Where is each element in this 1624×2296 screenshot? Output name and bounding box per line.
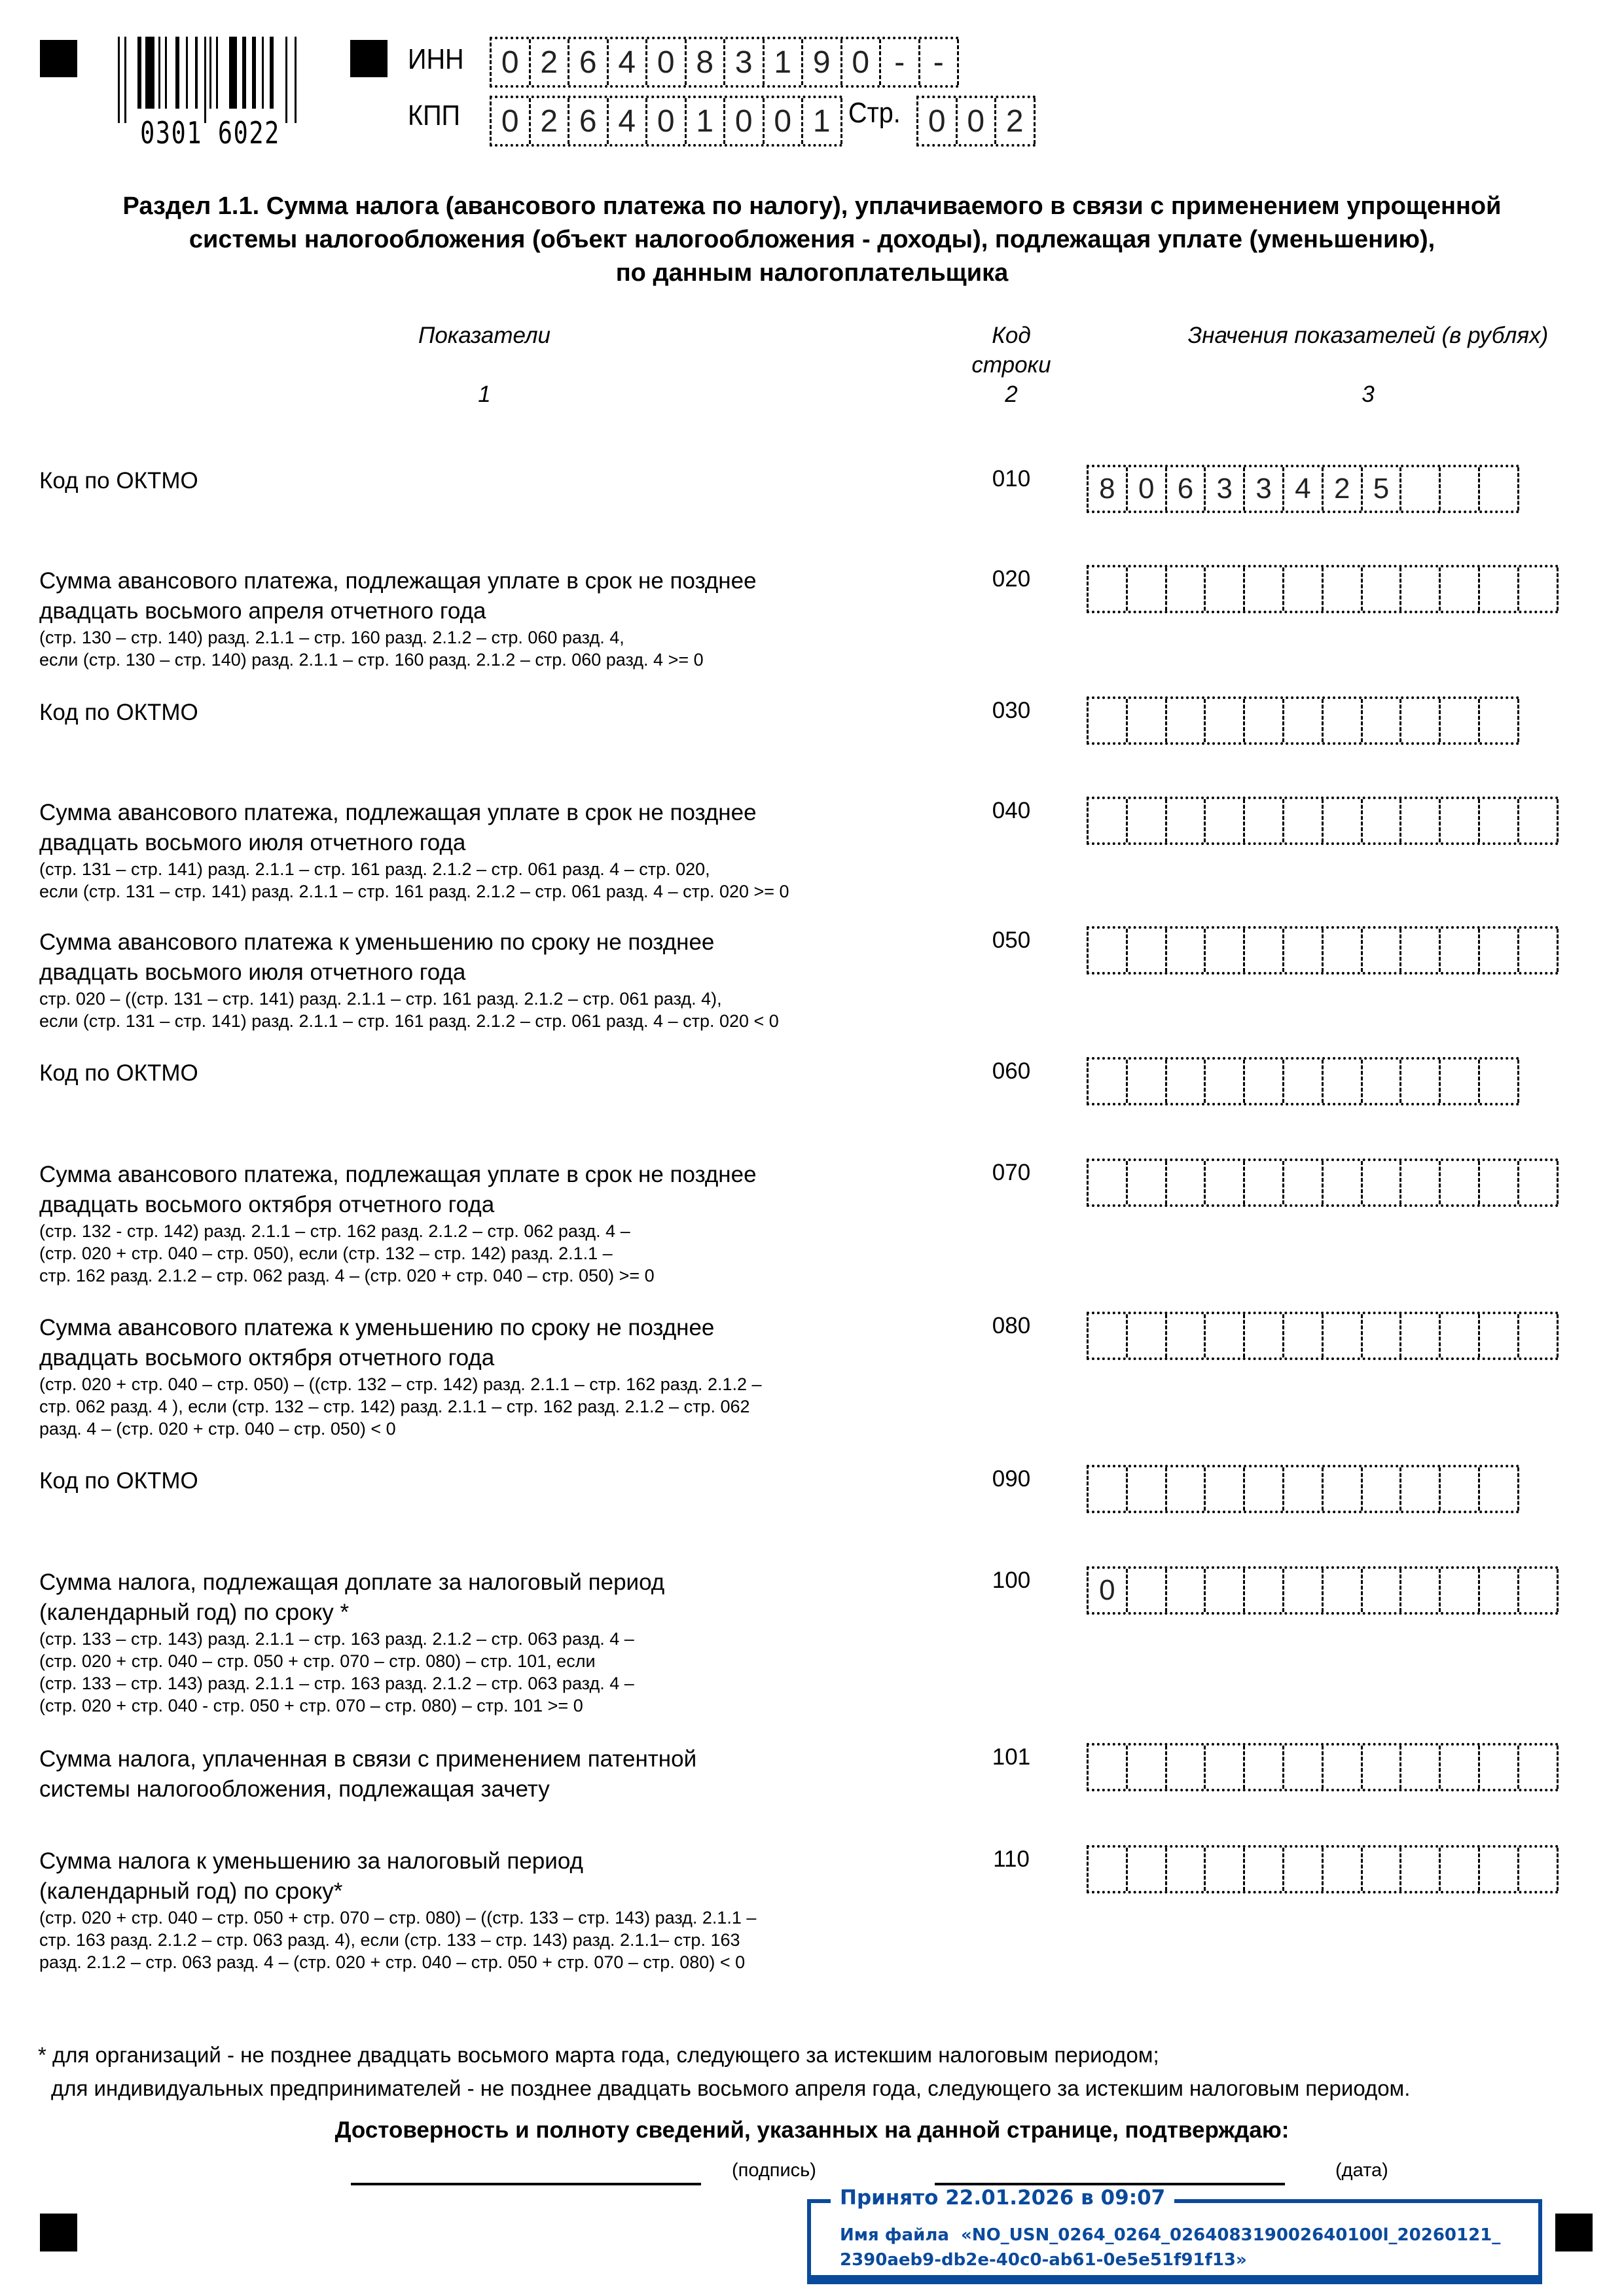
value-010-cell[interactable]: 4 — [1284, 467, 1324, 511]
value-020-cell[interactable] — [1245, 567, 1284, 611]
row-code-060: 060 — [992, 1058, 1031, 1084]
kpp-cell[interactable]: 1 — [687, 98, 726, 144]
kpp-cell[interactable]: 2 — [531, 98, 570, 144]
value-050-cell[interactable] — [1441, 929, 1480, 972]
row-label-line: Сумма налога, подлежащая доплате за налоговый период — [39, 1570, 665, 1595]
barcode-bar — [262, 37, 264, 109]
inn-cell[interactable]: - — [920, 39, 960, 85]
barcode-bar — [229, 37, 237, 109]
value-070-cell[interactable] — [1401, 1161, 1441, 1204]
column-number-2: 2 — [1005, 382, 1018, 407]
value-020-cell[interactable] — [1167, 567, 1206, 611]
value-field-040[interactable] — [1087, 797, 1559, 845]
barcode-bar — [175, 37, 179, 109]
row-label-line: Сумма авансового платежа, подлежащая уплате в срок не позднее — [39, 1162, 757, 1187]
value-020-cell[interactable] — [1284, 567, 1324, 611]
registration-marker-top-left — [40, 40, 77, 77]
value-100-cell[interactable] — [1167, 1569, 1206, 1612]
value-010-cell[interactable]: 5 — [1363, 467, 1402, 511]
kpp-field[interactable] — [490, 96, 842, 147]
value-010-cell[interactable]: 6 — [1167, 467, 1206, 511]
row-code-110: 110 — [993, 1846, 1030, 1872]
row-label-050 — [39, 927, 903, 1032]
value-field-010[interactable] — [1087, 465, 1519, 513]
value-080-cell[interactable] — [1401, 1314, 1441, 1357]
kpp-cell[interactable]: 4 — [609, 98, 648, 144]
value-080-cell[interactable] — [1245, 1314, 1284, 1357]
barcode-bar — [145, 37, 154, 109]
row-formula-line: если (стр. 131 – стр. 141) разд. 2.1.1 – стр. 161 разд. 2.1.2 – стр. 061 разд. 4 – стр. 020 >= 0 — [39, 882, 789, 901]
value-030-cell[interactable] — [1284, 699, 1324, 742]
column-header-indicators: Показатели — [418, 323, 551, 348]
value-010-cell[interactable]: 2 — [1324, 467, 1363, 511]
row-label-line: Код по ОКТМО — [39, 1060, 198, 1086]
row-formula-line: (стр. 020 + стр. 040 - стр. 050 + стр. 070 – стр. 080) – стр. 101 >= 0 — [39, 1696, 583, 1715]
barcode-bar — [270, 37, 274, 109]
value-060-cell[interactable] — [1167, 1060, 1206, 1103]
value-060-cell[interactable] — [1480, 1060, 1519, 1103]
value-100-cell[interactable] — [1441, 1569, 1480, 1612]
kpp-cell[interactable]: 1 — [803, 98, 842, 144]
value-110-cell[interactable] — [1519, 1848, 1559, 1891]
section-title-line-2: системы налогообложения (объект налогообложения - доходы), подлежащая уплате (уменьшению), — [189, 226, 1435, 253]
value-101-cell[interactable] — [1167, 1746, 1206, 1789]
column-header-code-line-1: Код — [992, 323, 1031, 348]
value-020-cell[interactable] — [1128, 567, 1167, 611]
row-formula-line: разд. 2.1.2 – стр. 063 разд. 4 – (стр. 020 + стр. 040 – стр. 050 + стр. 070 – стр. 080) < 0 — [39, 1952, 746, 1972]
inn-cell[interactable]: 3 — [725, 39, 765, 85]
barcode-bars — [118, 37, 302, 123]
value-050-cell[interactable] — [1480, 929, 1519, 972]
row-code-020: 020 — [992, 566, 1031, 592]
row-code-090: 090 — [992, 1466, 1031, 1492]
value-100-cell[interactable] — [1363, 1569, 1402, 1612]
value-060-cell[interactable] — [1245, 1060, 1284, 1103]
value-010-cell[interactable]: 3 — [1206, 467, 1245, 511]
value-101-cell[interactable] — [1401, 1746, 1441, 1789]
value-040-cell[interactable] — [1128, 799, 1167, 842]
value-010-cell[interactable]: 0 — [1128, 467, 1167, 511]
footnote-line-2: для индивидуальных предпринимателей - не позднее двадцать восьмого апреля года, следующего за истекшим налоговым периодом. — [51, 2076, 1411, 2100]
stamp-title: Принято 22.01.2026 в 09:07 — [831, 2186, 1174, 2210]
value-110-cell[interactable] — [1480, 1848, 1519, 1891]
registration-marker-top-middle — [350, 40, 388, 77]
value-110-cell[interactable] — [1363, 1848, 1402, 1891]
acceptance-stamp — [807, 2186, 1542, 2284]
value-101-cell[interactable] — [1480, 1746, 1519, 1789]
kpp-cell[interactable]: 0 — [765, 98, 804, 144]
value-020-cell[interactable] — [1324, 567, 1363, 611]
row-code-101: 101 — [992, 1744, 1031, 1770]
value-040-cell[interactable] — [1089, 799, 1128, 842]
row-formula-line: стр. 162 разд. 2.1.2 – стр. 062 разд. 4 – (стр. 020 + стр. 040 – стр. 050) >= 0 — [39, 1266, 655, 1285]
value-080-cell[interactable] — [1363, 1314, 1402, 1357]
registration-marker-bottom-left — [40, 2214, 77, 2251]
value-110-cell[interactable] — [1206, 1848, 1245, 1891]
date-label: (дата) — [1335, 2160, 1388, 2181]
value-040-cell[interactable] — [1167, 799, 1206, 842]
stamp-file-label: Имя файла — [840, 2225, 949, 2245]
column-header-code — [936, 321, 1087, 380]
row-label-070 — [39, 1160, 903, 1287]
value-080-cell[interactable] — [1480, 1314, 1519, 1357]
value-040-cell[interactable] — [1284, 799, 1324, 842]
value-050-cell[interactable] — [1284, 929, 1324, 972]
value-field-030[interactable] — [1087, 696, 1519, 745]
value-040-cell[interactable] — [1480, 799, 1519, 842]
value-field-080[interactable] — [1087, 1312, 1559, 1360]
value-050-cell[interactable] — [1324, 929, 1363, 972]
value-101-cell[interactable] — [1245, 1746, 1284, 1789]
value-060-cell[interactable] — [1128, 1060, 1167, 1103]
value-090-cell[interactable] — [1401, 1467, 1441, 1511]
inn-cell[interactable]: 8 — [687, 39, 726, 85]
value-030-cell[interactable] — [1480, 699, 1519, 742]
value-080-cell[interactable] — [1128, 1314, 1167, 1357]
value-090-cell[interactable] — [1089, 1467, 1128, 1511]
row-label-060 — [39, 1058, 903, 1088]
row-label-line: Сумма авансового платежа к уменьшению по сроку не позднее — [39, 1315, 715, 1340]
row-label-090 — [39, 1466, 903, 1496]
value-030-cell[interactable] — [1128, 699, 1167, 742]
row-formula-line: (стр. 020 + стр. 040 – стр. 050), если (стр. 132 – стр. 142) разд. 2.1.1 – — [39, 1244, 613, 1263]
barcode-bar — [195, 37, 198, 109]
row-label-line: Сумма налога к уменьшению за налоговый период — [39, 1848, 583, 1874]
value-101-cell[interactable] — [1519, 1746, 1559, 1789]
value-020-cell[interactable] — [1363, 567, 1402, 611]
value-100-cell[interactable] — [1128, 1569, 1167, 1612]
value-080-cell[interactable] — [1441, 1314, 1480, 1357]
value-020-cell[interactable] — [1089, 567, 1128, 611]
value-040-cell[interactable] — [1363, 799, 1402, 842]
section-title — [0, 190, 1624, 290]
row-formula-line: (стр. 130 – стр. 140) разд. 2.1.1 – стр. 160 разд. 2.1.2 – стр. 060 разд. 4, — [39, 628, 624, 647]
barcode-bar — [165, 37, 167, 109]
value-110-cell[interactable] — [1284, 1848, 1324, 1891]
inn-cell[interactable]: 6 — [569, 39, 609, 85]
value-110-cell[interactable] — [1324, 1848, 1363, 1891]
row-label-100 — [39, 1568, 903, 1717]
row-code-050: 050 — [992, 927, 1031, 953]
barcode-bar — [204, 37, 206, 123]
row-label-line: Код по ОКТМО — [39, 700, 198, 725]
column-header-values: Значения показателей (в рублях) — [1187, 323, 1549, 348]
row-label-080 — [39, 1313, 903, 1440]
row-label-line: двадцать восьмого апреля отчетного года — [39, 598, 486, 624]
value-030-cell[interactable] — [1089, 699, 1128, 742]
stamp-file — [840, 2223, 1521, 2272]
value-070-cell[interactable] — [1089, 1161, 1128, 1204]
value-030-cell[interactable] — [1441, 699, 1480, 742]
value-030-cell[interactable] — [1206, 699, 1245, 742]
value-060-cell[interactable] — [1206, 1060, 1245, 1103]
value-010-cell[interactable]: 3 — [1245, 467, 1284, 511]
row-label-line: (календарный год) по сроку* — [39, 1878, 343, 1904]
value-100-cell[interactable] — [1324, 1569, 1363, 1612]
value-101-cell[interactable] — [1206, 1746, 1245, 1789]
value-060-cell[interactable] — [1363, 1060, 1402, 1103]
row-label-line: системы налогообложения, подлежащая зачету — [39, 1776, 550, 1802]
value-090-cell[interactable] — [1441, 1467, 1480, 1511]
value-100-cell[interactable] — [1401, 1569, 1441, 1612]
value-field-101[interactable] — [1087, 1743, 1559, 1791]
value-field-060[interactable] — [1087, 1057, 1519, 1105]
inn-cell[interactable]: 9 — [803, 39, 842, 85]
value-020-cell[interactable] — [1206, 567, 1245, 611]
value-070-cell[interactable] — [1245, 1161, 1284, 1204]
section-title-line-3: по данным налогоплательщика — [615, 259, 1009, 287]
inn-cell[interactable]: 1 — [765, 39, 804, 85]
row-code-030: 030 — [992, 698, 1031, 723]
value-020-cell[interactable] — [1441, 567, 1480, 611]
stamp-file-name: «NO_USN_0264_0264_026408319002640100l_20260121_ 2390aeb9-db2e-40c0-ab61-0e5e51f91f13» — [840, 2225, 1501, 2270]
page-label: Стр. — [848, 97, 901, 129]
inn-field[interactable] — [490, 37, 959, 88]
inn-cell[interactable]: 2 — [531, 39, 570, 85]
row-formula-line: (стр. 020 + стр. 040 – стр. 050 + стр. 070 – стр. 080) – стр. 101, если — [39, 1651, 596, 1671]
row-label-110 — [39, 1846, 903, 1973]
value-020-cell[interactable] — [1519, 567, 1559, 611]
value-101-cell[interactable] — [1441, 1746, 1480, 1789]
barcode-bar — [186, 37, 188, 109]
value-080-cell[interactable] — [1167, 1314, 1206, 1357]
barcode-bar — [118, 37, 120, 123]
row-formula-line: (стр. 131 – стр. 141) разд. 2.1.1 – стр. 161 разд. 2.1.2 – стр. 061 разд. 4 – стр. 020, — [39, 859, 710, 879]
value-110-cell[interactable] — [1441, 1848, 1480, 1891]
row-label-030 — [39, 698, 903, 728]
row-label-line: двадцать восьмого октября отчетного года — [39, 1345, 495, 1371]
value-100-cell[interactable] — [1519, 1569, 1559, 1612]
value-050-cell[interactable] — [1519, 929, 1559, 972]
row-formula-line: разд. 4 – (стр. 020 + стр. 040 – стр. 050) < 0 — [39, 1419, 396, 1439]
value-050-cell[interactable] — [1401, 929, 1441, 972]
value-070-cell[interactable] — [1441, 1161, 1480, 1204]
row-formula-line: (стр. 132 - стр. 142) разд. 2.1.1 – стр. 162 разд. 2.1.2 – стр. 062 разд. 4 – — [39, 1221, 630, 1241]
value-030-cell[interactable] — [1401, 699, 1441, 742]
value-070-cell[interactable] — [1480, 1161, 1519, 1204]
row-formula-line: если (стр. 130 – стр. 140) разд. 2.1.1 – стр. 160 разд. 2.1.2 – стр. 060 разд. 4 >= 0 — [39, 650, 704, 670]
section-title-line-1: Раздел 1.1. Сумма налога (авансового платежа по налогу), уплачиваемого в связи с применением упрощенной — [122, 192, 1502, 220]
value-040-cell[interactable] — [1206, 799, 1245, 842]
page-cell[interactable]: 0 — [958, 98, 997, 144]
value-010-cell[interactable]: 8 — [1089, 467, 1128, 511]
value-090-cell[interactable] — [1245, 1467, 1284, 1511]
value-060-cell[interactable] — [1324, 1060, 1363, 1103]
row-formula-line: стр. 163 разд. 2.1.2 – стр. 063 разд. 4), если (стр. 133 – стр. 143) разд. 2.1.1– стр. 163 — [39, 1930, 740, 1950]
page-number-field[interactable] — [916, 96, 1036, 147]
barcode-bar — [158, 37, 160, 109]
value-101-cell[interactable] — [1089, 1746, 1128, 1789]
confirmation-text: Достоверность и полноту сведений, указанных на данной странице, подтверждаю: — [334, 2117, 1290, 2143]
row-code-080: 080 — [992, 1313, 1031, 1338]
value-010-cell[interactable] — [1401, 467, 1441, 511]
value-040-cell[interactable] — [1441, 799, 1480, 842]
value-090-cell[interactable] — [1167, 1467, 1206, 1511]
value-050-cell[interactable] — [1245, 929, 1284, 972]
value-060-cell[interactable] — [1089, 1060, 1128, 1103]
value-101-cell[interactable] — [1363, 1746, 1402, 1789]
value-110-cell[interactable] — [1245, 1848, 1284, 1891]
value-060-cell[interactable] — [1441, 1060, 1480, 1103]
row-label-line: Сумма налога, уплаченная в связи с применением патентной — [39, 1746, 697, 1772]
barcode-bar — [137, 37, 141, 109]
value-field-100[interactable] — [1087, 1566, 1559, 1615]
barcode-bar — [124, 37, 126, 123]
value-040-cell[interactable] — [1519, 799, 1559, 842]
value-field-070[interactable] — [1087, 1158, 1559, 1207]
value-101-cell[interactable] — [1128, 1746, 1167, 1789]
row-formula-line: стр. 062 разд. 4 ), если (стр. 132 – стр. 142) разд. 2.1.1 – стр. 162 разд. 2.1.2 – стр. 062 — [39, 1397, 750, 1416]
value-050-cell[interactable] — [1128, 929, 1167, 972]
barcode-bar — [242, 37, 246, 109]
value-030-cell[interactable] — [1245, 699, 1284, 742]
value-070-cell[interactable] — [1128, 1161, 1167, 1204]
row-code-040: 040 — [992, 798, 1031, 823]
column-header-code-line-2: строки — [971, 352, 1051, 378]
signature-line[interactable] — [351, 2183, 701, 2185]
row-formula-line: (стр. 133 – стр. 143) разд. 2.1.1 – стр. 163 разд. 2.1.2 – стр. 063 разд. 4 – — [39, 1674, 634, 1693]
row-label-101 — [39, 1744, 903, 1804]
row-label-line: Код по ОКТМО — [39, 468, 198, 493]
value-050-cell[interactable] — [1167, 929, 1206, 972]
row-formula-line: (стр. 133 – стр. 143) разд. 2.1.1 – стр. 163 разд. 2.1.2 – стр. 063 разд. 4 – — [39, 1629, 634, 1649]
barcode-bar — [295, 37, 297, 123]
value-030-cell[interactable] — [1363, 699, 1402, 742]
value-040-cell[interactable] — [1245, 799, 1284, 842]
kpp-cell[interactable]: 0 — [725, 98, 765, 144]
inn-cell[interactable]: 0 — [647, 39, 687, 85]
value-070-cell[interactable] — [1284, 1161, 1324, 1204]
row-formula-line: стр. 020 – ((стр. 131 – стр. 141) разд. 2.1.1 – стр. 161 разд. 2.1.2 – стр. 061 разд. 4), — [39, 989, 722, 1009]
column-number-3: 3 — [1362, 382, 1375, 407]
barcode-bar — [252, 37, 256, 109]
value-070-cell[interactable] — [1324, 1161, 1363, 1204]
value-100-cell[interactable] — [1480, 1569, 1519, 1612]
barcode — [118, 37, 302, 151]
barcode-bar — [216, 37, 218, 109]
footnote — [38, 2038, 1410, 2105]
value-040-cell[interactable] — [1324, 799, 1363, 842]
value-070-cell[interactable] — [1206, 1161, 1245, 1204]
row-code-010: 010 — [992, 466, 1031, 492]
value-field-090[interactable] — [1087, 1465, 1519, 1513]
value-090-cell[interactable] — [1363, 1467, 1402, 1511]
value-070-cell[interactable] — [1519, 1161, 1559, 1204]
kpp-cell[interactable]: 0 — [492, 98, 531, 144]
value-090-cell[interactable] — [1480, 1467, 1519, 1511]
value-030-cell[interactable] — [1167, 699, 1206, 742]
kpp-cell[interactable]: 6 — [569, 98, 609, 144]
row-label-line: двадцать восьмого июля отчетного года — [39, 960, 466, 985]
value-110-cell[interactable] — [1401, 1848, 1441, 1891]
row-code-070: 070 — [992, 1160, 1031, 1185]
value-field-110[interactable] — [1087, 1845, 1559, 1893]
value-101-cell[interactable] — [1324, 1746, 1363, 1789]
row-formula-line: (стр. 020 + стр. 040 – стр. 050) – ((стр. 132 – стр. 142) разд. 2.1.1 – стр. 162 разд. 2.1.2 – — [39, 1374, 762, 1394]
row-label-line: двадцать восьмого июля отчетного года — [39, 830, 466, 855]
value-010-cell[interactable] — [1480, 467, 1519, 511]
value-040-cell[interactable] — [1401, 799, 1441, 842]
value-030-cell[interactable] — [1324, 699, 1363, 742]
page-cell[interactable]: 0 — [918, 98, 958, 144]
inn-cell[interactable]: - — [881, 39, 920, 85]
row-label-040 — [39, 798, 903, 903]
column-number-1: 1 — [478, 382, 491, 407]
row-label-020 — [39, 566, 903, 671]
value-090-cell[interactable] — [1128, 1467, 1167, 1511]
row-label-line: двадцать восьмого октября отчетного года — [39, 1192, 495, 1217]
registration-marker-bottom-right — [1555, 2214, 1593, 2251]
row-label-line: Сумма авансового платежа, подлежащая уплате в срок не позднее — [39, 568, 757, 594]
row-formula-line: если (стр. 131 – стр. 141) разд. 2.1.1 – стр. 161 разд. 2.1.2 – стр. 061 разд. 4 – стр. 020 < 0 — [39, 1011, 779, 1031]
value-060-cell[interactable] — [1401, 1060, 1441, 1103]
date-line[interactable] — [935, 2183, 1285, 2185]
value-050-cell[interactable] — [1206, 929, 1245, 972]
value-050-cell[interactable] — [1363, 929, 1402, 972]
page-cell[interactable]: 2 — [996, 98, 1036, 144]
value-110-cell[interactable] — [1128, 1848, 1167, 1891]
kpp-cell[interactable]: 0 — [647, 98, 687, 144]
value-080-cell[interactable] — [1206, 1314, 1245, 1357]
value-020-cell[interactable] — [1401, 567, 1441, 611]
row-label-line: Код по ОКТМО — [39, 1468, 198, 1494]
value-090-cell[interactable] — [1324, 1467, 1363, 1511]
barcode-bar — [209, 37, 211, 109]
inn-cell[interactable]: 0 — [842, 39, 882, 85]
value-090-cell[interactable] — [1206, 1467, 1245, 1511]
value-020-cell[interactable] — [1480, 567, 1519, 611]
value-100-cell[interactable] — [1284, 1569, 1324, 1612]
value-060-cell[interactable] — [1284, 1060, 1324, 1103]
value-101-cell[interactable] — [1284, 1746, 1324, 1789]
barcode-number: 0301 6022 — [140, 115, 280, 151]
value-070-cell[interactable] — [1167, 1161, 1206, 1204]
value-100-cell[interactable]: 0 — [1089, 1569, 1128, 1612]
inn-label: ИНН — [408, 43, 464, 75]
value-010-cell[interactable] — [1441, 467, 1480, 511]
value-080-cell[interactable] — [1324, 1314, 1363, 1357]
value-field-020[interactable] — [1087, 565, 1559, 613]
value-100-cell[interactable] — [1206, 1569, 1245, 1612]
value-080-cell[interactable] — [1519, 1314, 1559, 1357]
value-field-050[interactable] — [1087, 926, 1559, 975]
value-110-cell[interactable] — [1167, 1848, 1206, 1891]
value-080-cell[interactable] — [1089, 1314, 1128, 1357]
row-label-010 — [39, 466, 903, 496]
row-formula-line: (стр. 020 + стр. 040 – стр. 050 + стр. 070 – стр. 080) – ((стр. 133 – стр. 143) разд. 2.1.1 – — [39, 1908, 757, 1928]
kpp-label: КПП — [408, 99, 461, 132]
barcode-bar — [285, 37, 287, 123]
footnote-line-1: * для организаций - не позднее двадцать восьмого марта года, следующего за истекшим налоговым периодом; — [38, 2043, 1159, 2067]
row-code-100: 100 — [992, 1568, 1031, 1593]
row-label-line: (календарный год) по сроку * — [39, 1600, 350, 1625]
inn-cell[interactable]: 4 — [609, 39, 648, 85]
value-070-cell[interactable] — [1363, 1161, 1402, 1204]
value-090-cell[interactable] — [1284, 1467, 1324, 1511]
inn-cell[interactable]: 0 — [492, 39, 531, 85]
row-label-line: Сумма авансового платежа, подлежащая уплате в срок не позднее — [39, 800, 757, 825]
value-100-cell[interactable] — [1245, 1569, 1284, 1612]
signature-label: (подпись) — [732, 2160, 816, 2181]
row-label-line: Сумма авансового платежа к уменьшению по сроку не позднее — [39, 929, 715, 955]
value-080-cell[interactable] — [1284, 1314, 1324, 1357]
value-110-cell[interactable] — [1089, 1848, 1128, 1891]
value-050-cell[interactable] — [1089, 929, 1128, 972]
